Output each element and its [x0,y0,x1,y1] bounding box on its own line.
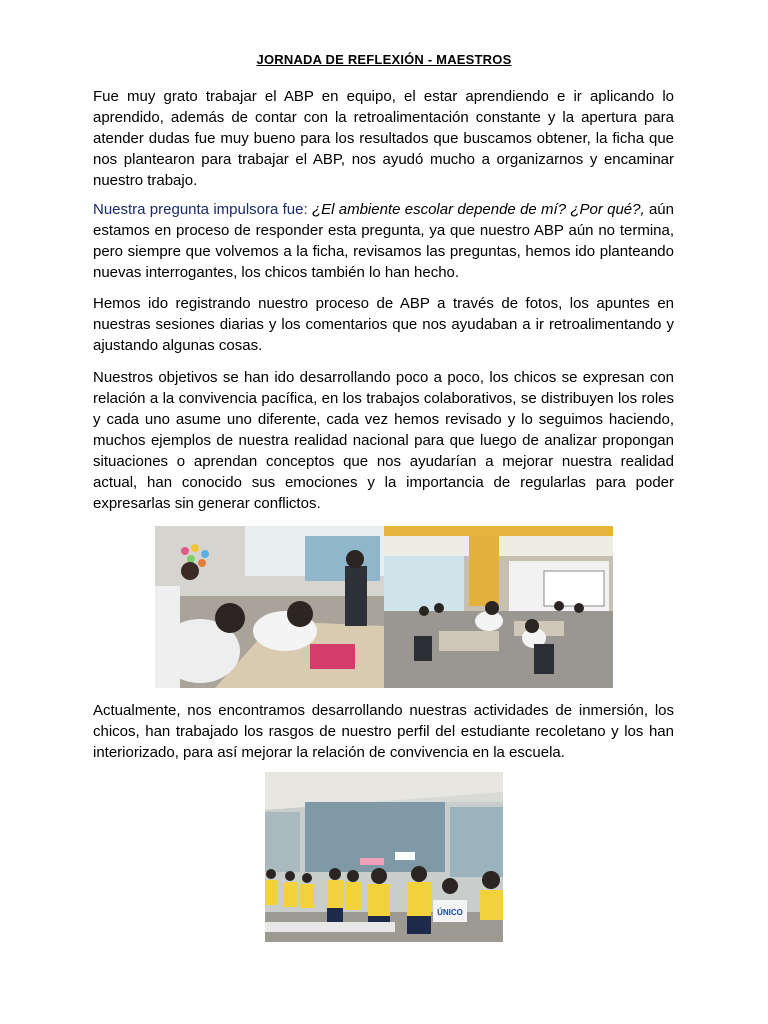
paragraph-immersion: Actualmente, nos encontramos desarrollando nuestras actividades de inmersión, los chicos, han trabajado los rasgos de nuestro perfil del estudiante recoletano y los han interiorizado, para así mejorar la relación de convivencia en la escuela. [93,702,674,761]
driving-question: ¿El ambiente escolar depende de mí? ¿Por qué?, [311,201,645,218]
driving-question-intro: Nuestra pregunta impulsora fue: [93,201,308,218]
document-title: JORNADA DE REFLEXIÓN - MAESTROS [256,52,512,67]
driving-question-followup: aún estamos en proceso de responder esta pregunta, ya que nuestro ABP aún no termina, pero siempre que volvemos a la ficha, revisamos las preguntas, hemos ido planteando nuevas interrogantes, los chicos también lo han hecho. [93,201,674,281]
paragraph-driving-question [93,199,674,283]
photo-sign-text: ÚNICO [437,908,463,917]
classroom-photo-left [155,526,384,688]
classroom-photo-right [384,526,613,688]
paragraph-objectives: Nuestros objetivos se han ido desarrollando poco a poco, los chicos se expresan con relación a la convivencia pacífica, en los trabajos colaborativos, se distribuyen los roles y cada uno asume uno diferente, cada vez hemos revisado y lo seguimos haciendo, muchos ejemplos de nuestra realidad nacional para que luego de analizar propongan situaciones o aprendan conceptos que nos ayudarían a mejorar nuestra realidad actual, han conocido sus emociones y la importancia de regularlas para poder expresarlas sin generar conflictos. [93,369,674,512]
paragraph-process-record: Hemos ido registrando nuestro proceso de ABP a través de fotos, los apuntes en nuestras sesiones diarias y los comentarios que nos ayudaban a ir retroalimentando y ajustando algunas cosas. [93,295,674,354]
students-hallway-photo [265,772,503,942]
paragraph-abp-teamwork: Fue muy grato trabajar el ABP en equipo, el estar aprendiendo e ir aplicando lo aprendido, además de contar con la retroalimentación constante y la apertura para atender dudas fue muy bueno para los resultados que buscamos obtener, la ficha que nos plantearon para trabajar el ABP, nos ayudó mucho a organizarnos y encaminar nuestro trabajo. [93,88,674,189]
